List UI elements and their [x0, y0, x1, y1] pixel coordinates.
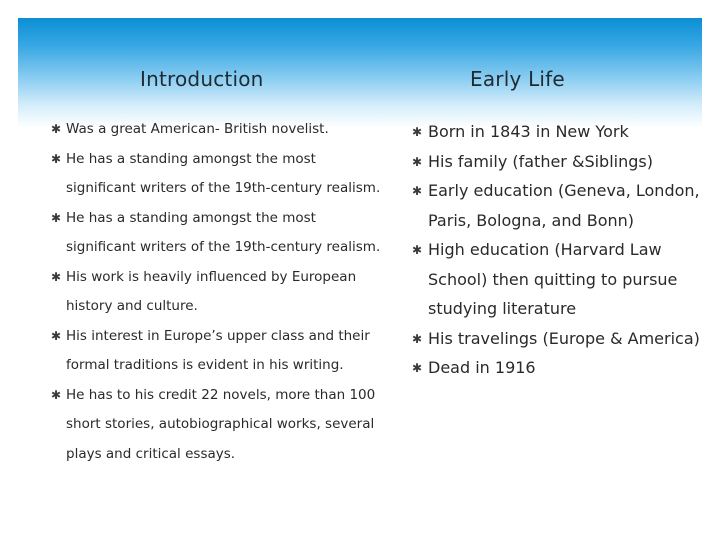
asterisk-bullet-icon: ✱ — [412, 243, 423, 257]
bullet-text: High education (Harvard Law School) then quitting to pursue studying literature — [428, 240, 678, 318]
list-item — [412, 324, 708, 354]
bullet-text: His work is heavily influenced by European history and culture. — [66, 268, 357, 314]
list-item — [51, 263, 386, 322]
bullet-text: He has a standing amongst the most significant writers of the 19th-century realism. — [66, 209, 381, 255]
list-item — [51, 145, 386, 204]
early-life-bullet-list — [412, 117, 708, 383]
introduction-bullet-list — [51, 115, 386, 469]
asterisk-bullet-icon: ✱ — [412, 125, 423, 139]
list-item — [412, 235, 708, 324]
list-item — [412, 176, 708, 235]
bullet-text: Early education (Geneva, London, Paris, Bologna, and Bonn) — [428, 181, 700, 230]
bullet-text: His family (father &Siblings) — [428, 151, 653, 171]
list-item — [51, 204, 386, 263]
bullet-text: His travelings (Europe & America) — [428, 328, 700, 348]
asterisk-bullet-icon: ✱ — [51, 328, 62, 343]
bullet-text: Was a great American- British novelist. — [66, 121, 329, 137]
asterisk-bullet-icon: ✱ — [51, 151, 62, 166]
introduction-heading: Introduction — [140, 67, 264, 91]
asterisk-bullet-icon: ✱ — [51, 122, 62, 136]
list-item — [412, 147, 708, 177]
early-life-heading: Early Life — [470, 67, 565, 91]
asterisk-bullet-icon: ✱ — [412, 154, 423, 169]
asterisk-bullet-icon: ✱ — [412, 331, 423, 346]
asterisk-bullet-icon: ✱ — [412, 184, 423, 198]
asterisk-bullet-icon: ✱ — [51, 387, 62, 402]
asterisk-bullet-icon: ✱ — [412, 361, 423, 375]
bullet-text: Dead in 1916 — [428, 358, 536, 377]
asterisk-bullet-icon: ✱ — [51, 269, 62, 284]
bullet-text: He has a standing amongst the most significant writers of the 19th-century realism. — [66, 150, 381, 196]
list-item — [51, 381, 386, 470]
list-item — [51, 115, 386, 145]
header-gradient-band — [18, 18, 702, 128]
list-item — [412, 353, 708, 383]
bullet-text: His interest in Europe’s upper class and their formal traditions is evident in his writing. — [66, 327, 370, 373]
asterisk-bullet-icon: ✱ — [51, 210, 62, 225]
bullet-text: He has to his credit 22 novels, more than 100 short stories, autobiographical works, several plays and critical essays. — [66, 386, 376, 462]
bullet-text: Born in 1843 in New York — [428, 122, 629, 141]
list-item — [51, 322, 386, 381]
list-item — [412, 117, 708, 147]
